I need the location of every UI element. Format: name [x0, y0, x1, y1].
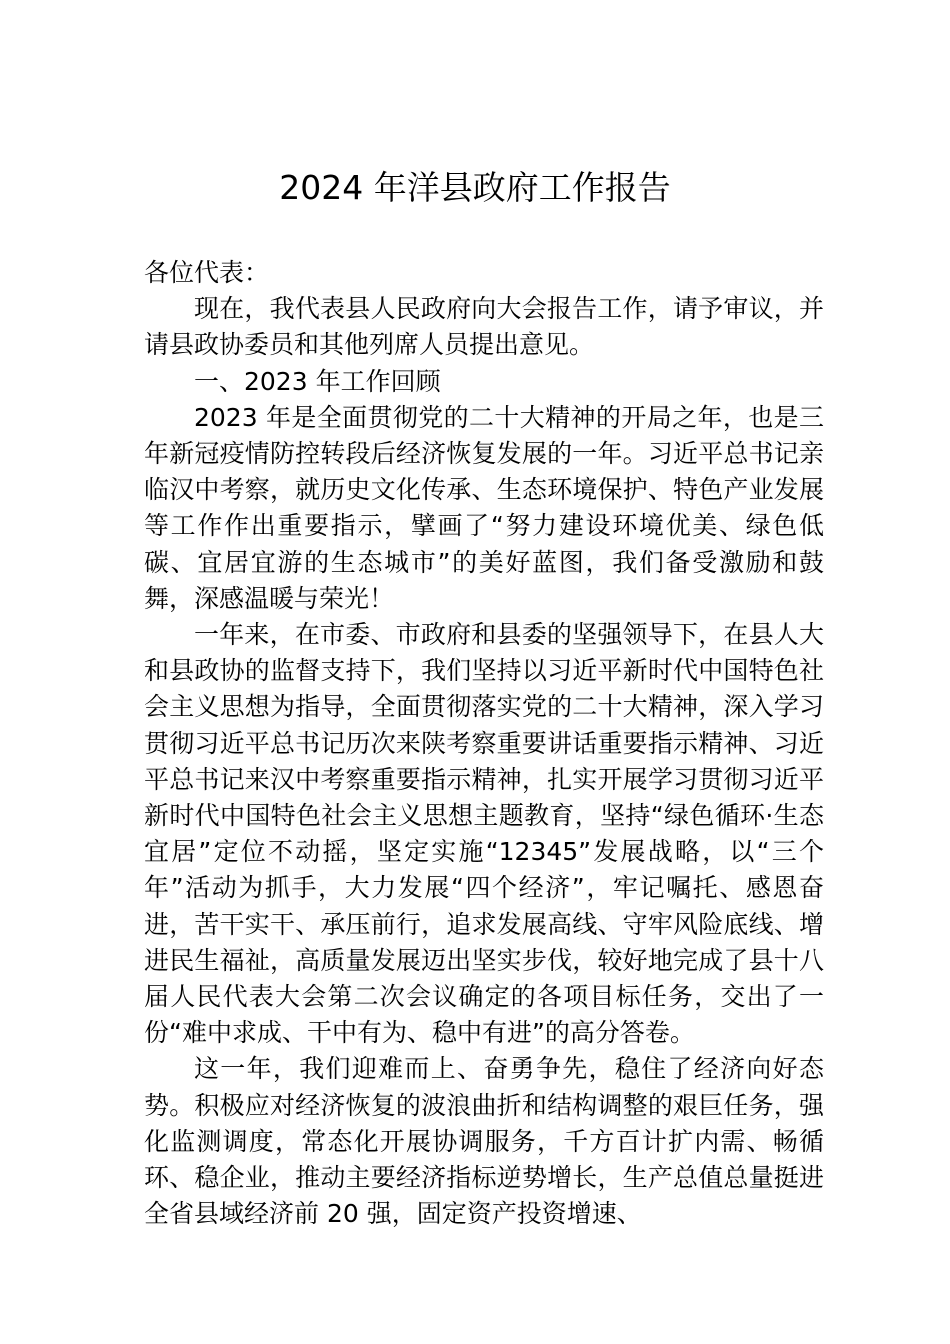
- section-heading: 一、2023 年工作回顾: [194, 366, 441, 396]
- salutation: 各位代表：: [144, 258, 270, 287]
- paragraph-economy: 这一年，我们迎难而上、奋勇争先，稳住了经济向好态势。积极应对经济恢复的波浪曲折和结构调整的艰巨任务，强化监测调度，常态化开展协调服务，千方百计扩内需、畅循环、稳企业，推动主要经济指标逆势增长，生产总值总量挺进全省县域经济前 20 强，固定资产投资增速、: [144, 1054, 824, 1229]
- paragraph-background: 2023 年是全面贯彻党的二十大精神的开局之年，也是三年新冠疫情防控转段后经济恢复发展的一年。习近平总书记亲临汉中考察，就历史文化传承、生态环境保护、特色产业发展等工作作出重要指示，擘画了“努力建设环境优美、绿色低碳、宜居宜游的生态城市”的美好蓝图，我们备受激励和鼓舞，深感温暖与荣光！: [144, 402, 824, 613]
- paragraph-opening: 现在，我代表县人民政府向大会报告工作，请予审议，并请县政协委员和其他列席人员提出意见。: [144, 294, 824, 360]
- document-title: 2024 年洋县政府工作报告: [279, 168, 671, 207]
- paragraph-overview: 一年来，在市委、市政府和县委的坚强领导下，在县人大和县政协的监督支持下，我们坚持以习近平新时代中国特色社会主义思想为指导，全面贯彻落实党的二十大精神，深入学习贯彻习近平总书记历次来陕考察重要讲话重要指示精神、习近平总书记来汉中考察重要指示精神，扎实开展学习贯彻习近平新时代中国特色社会主义思想主题教育，坚持“绿色循环·生态宜居”定位不动摇，坚定实施“12345”发展战略，以“三个年”活动为抓手，大力发展“四个经济”，牢记嘱托、感恩奋进，苦干实干、承压前行，追求发展高线、守牢风险底线、增进民生福祉，高质量发展迈出坚实步伐，较好地完成了县十八届人民代表大会第二次会议确定的各项目标任务，交出了一份“难中求成、干中有为、稳中有进”的高分答卷。: [144, 620, 824, 1048]
- document-body: [144, 255, 824, 1232]
